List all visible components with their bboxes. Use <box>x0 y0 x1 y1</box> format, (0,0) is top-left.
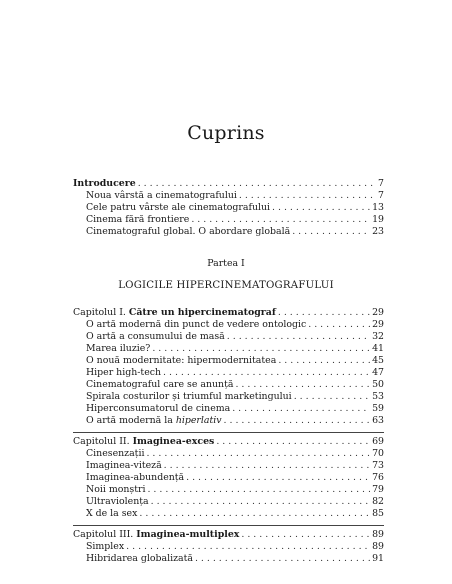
toc-page-number: 73 <box>372 460 384 471</box>
toc-entry-introduction[interactable] <box>73 178 384 190</box>
toc-entry-label: Spirala costurilor și triumful marketingului <box>86 391 292 402</box>
toc-entry-label: Cinematograful global. O abordare globală <box>86 226 291 237</box>
toc-page-number: 13 <box>372 202 384 213</box>
toc-entry-label: Hibridarea globalizată <box>86 553 193 564</box>
toc-page-number: 69 <box>372 436 384 447</box>
leader-dots <box>308 319 370 331</box>
toc-entry[interactable] <box>86 355 384 367</box>
toc-entry-label: O nouă modernitate: hipermodernitatea <box>86 355 277 366</box>
leader-dots <box>241 529 370 541</box>
toc-entry[interactable] <box>86 226 384 238</box>
leader-dots <box>278 355 370 367</box>
leader-dots <box>294 391 370 403</box>
toc-page-number: 7 <box>378 178 384 189</box>
toc-entry-label: X de la sex <box>86 508 138 519</box>
toc-page-number: 89 <box>372 541 384 552</box>
toc-chapter-label <box>73 529 239 541</box>
toc-chapter-1[interactable] <box>73 307 384 319</box>
leader-dots <box>186 472 370 484</box>
toc-entry-label: Noii monștri <box>86 484 146 495</box>
toc-entry-label-italic: hiperlativ <box>175 415 222 426</box>
leader-dots <box>152 343 370 355</box>
toc-entry-label: Hiperconsumatorul de cinema <box>86 403 231 414</box>
leader-dots <box>195 553 370 565</box>
toc-entry[interactable] <box>86 508 384 520</box>
toc-entry-label: Cinema fără frontiere <box>86 214 190 225</box>
toc-entry[interactable] <box>86 319 384 331</box>
toc-entry-label <box>86 415 222 427</box>
toc-page-number: 79 <box>372 484 384 495</box>
toc-entry[interactable] <box>86 415 384 427</box>
leader-dots <box>164 460 370 472</box>
toc-page-number: 59 <box>372 403 384 414</box>
toc-page-number: 63 <box>372 415 384 426</box>
toc-entry[interactable] <box>86 367 384 379</box>
toc-entry[interactable] <box>86 484 384 496</box>
toc-page-number: 50 <box>372 379 384 390</box>
chapter-name: Către un hipercinematograf <box>128 307 276 318</box>
toc-entry[interactable] <box>86 202 384 214</box>
toc-chapter-label <box>73 307 276 319</box>
toc-page-number: 45 <box>372 355 384 366</box>
toc-page-number: 29 <box>372 307 384 318</box>
leader-dots <box>227 331 370 343</box>
toc-page-number: 89 <box>372 529 384 540</box>
toc-entry[interactable] <box>86 448 384 460</box>
part-title: LOGICILE HIPERCINEMATOGRAFULUI <box>118 280 334 291</box>
toc-page-number: 32 <box>372 331 384 342</box>
toc-entry-label: Imaginea-abundență <box>86 472 185 483</box>
toc-entry-label: O artă a consumului de masă <box>86 331 225 342</box>
toc-page-number: 23 <box>372 226 384 237</box>
leader-dots <box>224 415 371 427</box>
leader-dots <box>139 508 370 520</box>
toc-entry-label: Ultraviolența <box>86 496 149 507</box>
section-divider <box>73 525 384 526</box>
toc-entry-label: Hiper high-tech <box>86 367 162 378</box>
leader-dots <box>163 367 370 379</box>
page-title: Cuprins <box>187 122 265 144</box>
toc-entry[interactable] <box>86 190 384 202</box>
chapter-prefix: Capitolul I. <box>73 307 126 318</box>
toc-page-number: 76 <box>372 472 384 483</box>
leader-dots <box>138 178 376 190</box>
toc-page-number: 7 <box>378 190 384 201</box>
chapter-name: Imaginea-exces <box>132 436 215 447</box>
toc-entry[interactable] <box>86 553 384 565</box>
toc-entry[interactable] <box>86 472 384 484</box>
toc-page-number: 85 <box>372 508 384 519</box>
toc-entry-label: Introducere <box>73 178 136 189</box>
toc-entry[interactable] <box>86 343 384 355</box>
toc-entry-label: Imaginea-viteză <box>86 460 162 471</box>
toc-page-number: 47 <box>372 367 384 378</box>
leader-dots <box>235 379 370 391</box>
toc-page-number: 82 <box>372 496 384 507</box>
toc-entry[interactable] <box>86 541 384 553</box>
leader-dots <box>147 484 370 496</box>
toc-page-number: 91 <box>372 553 384 564</box>
toc-page-number: 29 <box>372 319 384 330</box>
toc-entry-label: Marea iluzie? <box>86 343 151 354</box>
toc-entry[interactable] <box>86 379 384 391</box>
toc-entry-label: Noua vârstă a cinematografului <box>86 190 237 201</box>
toc-entry[interactable] <box>86 391 384 403</box>
toc-entry[interactable] <box>86 496 384 508</box>
toc-entry-label: O artă modernă din punct de vedere ontologic <box>86 319 307 330</box>
leader-dots <box>272 202 370 214</box>
toc-entry-label: Cinesenzații <box>86 448 145 459</box>
toc-entry-label-text: O artă modernă la <box>86 415 176 426</box>
leader-dots <box>216 436 370 448</box>
toc-entry[interactable] <box>86 331 384 343</box>
part-label: Partea I <box>207 258 245 269</box>
toc-chapter-2[interactable] <box>73 436 384 448</box>
leader-dots <box>239 190 376 202</box>
leader-dots <box>292 226 370 238</box>
chapter-name: Imaginea-multiplex <box>136 529 240 540</box>
toc-entry[interactable] <box>86 460 384 472</box>
leader-dots <box>191 214 370 226</box>
leader-dots <box>126 541 370 553</box>
leader-dots <box>232 403 370 415</box>
leader-dots <box>278 307 370 319</box>
toc-page-number: 53 <box>372 391 384 402</box>
toc-page-number: 41 <box>372 343 384 354</box>
toc-page-number: 19 <box>372 214 384 225</box>
toc-entry-label: Cinematograful care se anunță <box>86 379 234 390</box>
toc-entry-label: Simplex <box>86 541 125 552</box>
toc-entry[interactable] <box>86 214 384 226</box>
section-divider <box>73 432 384 433</box>
toc-page-number: 70 <box>372 448 384 459</box>
chapter-prefix: Capitolul II. <box>73 436 130 447</box>
leader-dots <box>146 448 370 460</box>
toc-chapter-label <box>73 436 214 448</box>
toc-entry-label: Cele patru vârste ale cinematografului <box>86 202 271 213</box>
chapter-prefix: Capitolul III. <box>73 529 134 540</box>
toc-chapter-3[interactable] <box>73 529 384 541</box>
toc-entry[interactable] <box>86 403 384 415</box>
leader-dots <box>151 496 370 508</box>
